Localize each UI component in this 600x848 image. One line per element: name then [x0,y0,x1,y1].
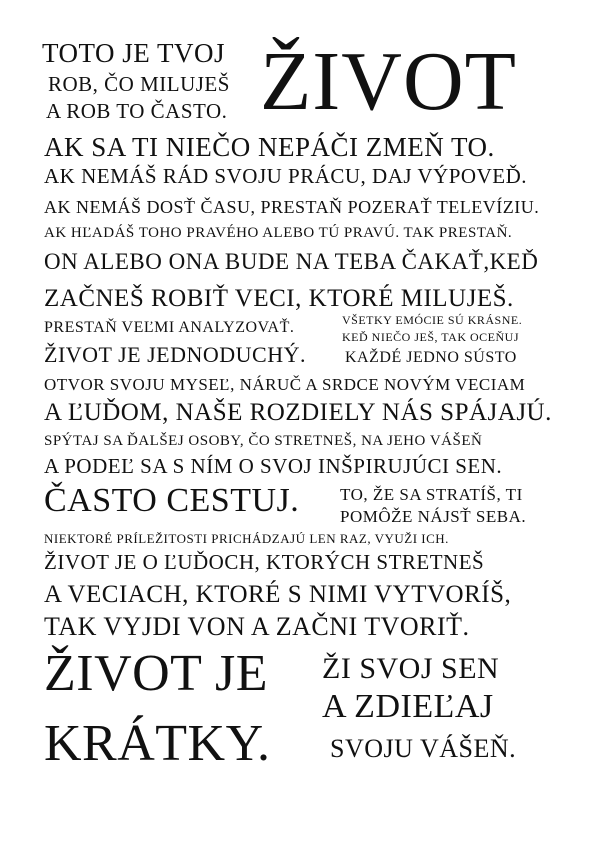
text-line-large: ČASTO CESTUJ. [44,482,300,519]
headline-kratky: KRÁTKY. [44,715,271,772]
text-line: TO, ŽE SA STRATÍŠ, TI [340,485,523,504]
headline-zivot-je: ŽIVOT JE [44,645,269,702]
text-line: ŽIVOT JE JEDNODUCHÝ. [44,342,306,367]
text-line: AK NEMÁŠ DOSŤ ČASU, PRESTAŇ POZERAŤ TELEVÍZIU. [44,197,540,217]
text-line: SVOJU VÁŠEŇ. [330,734,517,763]
text-line: TOTO JE TVOJ [42,38,226,68]
text-line: SPÝTAJ SA ĎALŠEJ OSOBY, ČO STRETNEŠ, NA JEHO VÁŠEŇ [44,433,483,449]
headline-zivot: ŽIVOT [260,35,517,128]
text-line: AK NEMÁŠ RÁD SVOJU PRÁCU, DAJ VÝPOVEĎ. [44,164,528,188]
text-line: AK HĽADÁŠ TOHO PRAVÉHO ALEBO TÚ PRAVÚ. TAK PRESTAŇ. [44,225,513,241]
text-line: POMÔŽE NÁJSŤ SEBA. [340,507,527,526]
text-line: NIEKTORÉ PRÍLEŽITOSTI PRICHÁDZAJÚ LEN RAZ, VYUŽI ICH. [44,531,449,546]
text-line: ROB, ČO MILUJEŠ [48,72,230,96]
text-line: A PODEĽ SA S NÍM O SVOJ INŠPIRUJÚCI SEN. [44,454,503,478]
text-line: ŽI SVOJ SEN [322,652,500,685]
text-line: OTVOR SVOJU MYSEĽ, NÁRUČ A SRDCE NOVÝM VECIAM [44,375,526,394]
text-line: PRESTAŇ VEĽMI ANALYZOVAŤ. [44,319,295,336]
text-line: A VECIACH, KTORÉ S NIMI VYTVORÍŠ, [44,581,512,608]
text-line: TAK VYJDI VON A ZAČNI TVORIŤ. [44,612,470,641]
text-line: KAŽDÉ JEDNO SÚSTO [345,349,517,366]
text-line: ON ALEBO ONA BUDE NA TEBA ČAKAŤ,KEĎ [44,249,539,274]
text-line: ŽIVOT JE O ĽUĎOCH, KTORÝCH STRETNEŠ [44,550,485,574]
text-line: A ĽUĎOM, NAŠE ROZDIELY NÁS SPÁJAJÚ. [44,399,552,426]
text-line: ZAČNEŠ ROBIŤ VECI, KTORÉ MILUJEŠ. [44,285,514,312]
text-line: VŠETKY EMÓCIE SÚ KRÁSNE. [342,313,523,327]
text-line: KEĎ NIEČO JEŠ, TAK OCEŇUJ [342,330,519,344]
text-line: A ZDIEĽAJ [322,688,494,725]
text-line: AK SA TI NIEČO NEPÁČI ZMEŇ TO. [44,132,495,162]
text-line: A ROB TO ČASTO. [46,99,228,123]
